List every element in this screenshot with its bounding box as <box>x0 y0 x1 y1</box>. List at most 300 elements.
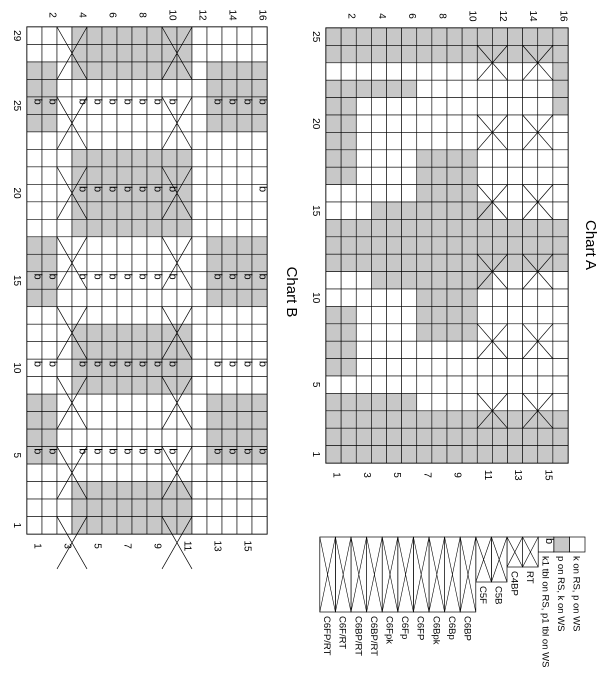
chart-a-cell <box>447 115 462 132</box>
chart-a-cell <box>371 28 386 45</box>
chart-a-cell <box>447 28 462 45</box>
chart-b-cell <box>117 79 132 96</box>
chart-b-cell <box>57 307 72 324</box>
chart-b-cell <box>162 342 177 359</box>
chart-a-cell <box>462 376 477 393</box>
chart-a-cell <box>508 428 523 445</box>
chart-b-cell <box>252 149 267 166</box>
chart-a-cell <box>326 254 341 271</box>
chart-a-cell <box>538 289 553 306</box>
chart-b-cell <box>222 324 237 341</box>
chart-b-cell <box>42 342 57 359</box>
chart-b-cell <box>207 79 222 96</box>
chart-b-tbl-symbol: b <box>166 98 179 105</box>
chart-b-cell <box>87 307 102 324</box>
chart-a-cell <box>417 324 432 341</box>
chart-b-cell <box>132 44 147 61</box>
chart-b-cell <box>57 219 72 236</box>
chart-b-cell <box>207 254 222 271</box>
chart-b-cell <box>117 27 132 44</box>
chart-a-cell <box>326 272 341 289</box>
chart-a-cell <box>523 167 538 184</box>
chart-a-cell <box>447 202 462 219</box>
chart-b-cell <box>42 482 57 499</box>
chart-b-cell <box>207 237 222 254</box>
chart-a-cell <box>432 254 447 271</box>
chart-a-cell <box>447 185 462 202</box>
chart-b-tbl-symbol: b <box>31 273 44 280</box>
chart-a-cell <box>462 359 477 376</box>
chart-a-cell <box>371 393 386 410</box>
chart-a-cell <box>387 306 402 323</box>
chart-b-cell <box>252 324 267 341</box>
chart-b-cell <box>192 79 207 96</box>
chart-a-cell <box>326 219 341 236</box>
chart-b-tbl-symbol: b <box>106 98 119 105</box>
chart-b-cell <box>102 342 117 359</box>
chart-a-cell <box>447 167 462 184</box>
chart-b-cell <box>87 394 102 411</box>
legend-label: C6BP <box>461 616 473 641</box>
chart-b-cell <box>57 254 72 271</box>
chart-a-cell <box>417 150 432 167</box>
chart-a-cell <box>371 324 386 341</box>
chart-b-cell <box>237 27 252 44</box>
chart-a-cell <box>553 45 568 62</box>
chart-a-cell <box>417 63 432 80</box>
chart-a-cell <box>387 237 402 254</box>
chart-a-cell <box>508 393 523 410</box>
legend-label: C6BP/RT <box>352 616 364 656</box>
chart-a-cell <box>432 28 447 45</box>
chart-a-cell <box>553 359 568 376</box>
chart-a-cell <box>371 132 386 149</box>
chart-b-col-label: 2 <box>46 12 58 18</box>
chart-b-cell <box>27 412 42 429</box>
chart-b-tbl-symbol: b <box>151 273 164 280</box>
chart-b-cell <box>207 167 222 184</box>
chart-b-cell <box>222 482 237 499</box>
chart-b-cell <box>177 342 192 359</box>
chart-b-col-label: 12 <box>196 9 208 21</box>
chart-b-cell <box>237 237 252 254</box>
chart-b-tbl-symbol: b <box>256 360 269 367</box>
chart-b-cell <box>132 499 147 516</box>
chart-b-cell <box>177 429 192 446</box>
chart-a-cell <box>402 411 417 428</box>
chart-b-cell <box>192 149 207 166</box>
chart-b-cell <box>177 114 192 131</box>
chart-a-cell <box>356 376 371 393</box>
chart-a-cell <box>523 446 538 463</box>
chart-b-cell <box>132 149 147 166</box>
chart-a-cell <box>341 237 356 254</box>
chart-a-cell <box>538 98 553 115</box>
chart-b-cell <box>192 44 207 61</box>
chart-a-cell <box>553 80 568 97</box>
chart-b-cell <box>72 219 87 236</box>
chart-b-cell <box>27 307 42 324</box>
chart-a-cell <box>387 167 402 184</box>
chart-a-cell <box>402 306 417 323</box>
chart-b-cell <box>117 377 132 394</box>
chart-a-cell <box>371 80 386 97</box>
chart-b-tbl-symbol: b <box>121 448 134 455</box>
chart-b-cell <box>117 307 132 324</box>
chart-b-tbl-symbol: b <box>121 186 134 193</box>
chart-b-tbl-symbol: b <box>31 360 44 367</box>
chart-b-cell <box>147 44 162 61</box>
chart-a-cell <box>553 185 568 202</box>
chart-b-tbl-symbol: b <box>166 273 179 280</box>
chart-b-cell <box>207 394 222 411</box>
chart-a-cell <box>356 202 371 219</box>
chart-a-cell <box>326 446 341 463</box>
chart-b-cell <box>57 429 72 446</box>
chart-a-cell <box>417 98 432 115</box>
chart-b-cell <box>72 132 87 149</box>
chart-b-cell <box>147 324 162 341</box>
chart-b-row-label: 7 <box>121 543 133 549</box>
chart-a-cell <box>341 411 356 428</box>
chart-b-title: Chart B <box>283 266 300 318</box>
chart-a-cell <box>371 219 386 236</box>
chart-a-cell <box>538 28 553 45</box>
chart-a-row-label: 5 <box>391 472 403 478</box>
chart-b-cell <box>207 429 222 446</box>
chart-b-cell <box>252 342 267 359</box>
chart-a-cell <box>341 289 356 306</box>
chart-b-cell <box>252 62 267 79</box>
chart-b-cell <box>117 499 132 516</box>
chart-b-cell <box>87 167 102 184</box>
chart-b-cell <box>102 149 117 166</box>
chart-b-cell <box>72 429 87 446</box>
chart-b-tbl-symbol: b <box>226 273 239 280</box>
chart-b-cell <box>237 114 252 131</box>
chart-b-tbl-symbol: b <box>211 360 224 367</box>
chart-b-tbl-symbol: b <box>106 273 119 280</box>
chart-b-cell <box>117 517 132 534</box>
chart-b-cell <box>117 342 132 359</box>
chart-b-cell <box>192 359 207 376</box>
chart-b-cell <box>42 114 57 131</box>
chart-b-tbl-symbol: b <box>226 360 239 367</box>
chart-b-cell <box>27 167 42 184</box>
chart-b-cell <box>27 254 42 271</box>
chart-a-cell <box>341 306 356 323</box>
chart-a-cell <box>356 306 371 323</box>
chart-a-cell <box>341 359 356 376</box>
chart-b-tbl-symbol: b <box>136 360 149 367</box>
chart-b-cell <box>57 149 72 166</box>
chart-b-cell <box>27 202 42 219</box>
chart-b-cell <box>42 44 57 61</box>
chart-b-cell <box>117 167 132 184</box>
chart-a-cell <box>402 393 417 410</box>
chart-b-cell <box>162 324 177 341</box>
chart-a-row-number: 1 <box>310 451 321 458</box>
chart-a-cell <box>326 98 341 115</box>
chart-a-cell <box>402 341 417 358</box>
chart-a-cell <box>492 428 507 445</box>
chart-b-cell <box>57 482 72 499</box>
chart-a-col-label: 8 <box>436 13 448 19</box>
chart-a-cell <box>432 150 447 167</box>
chart-b-cell <box>87 324 102 341</box>
chart-b-cell <box>177 132 192 149</box>
chart-b-cell <box>42 464 57 481</box>
chart-a-cell <box>492 150 507 167</box>
chart-b-cell <box>222 149 237 166</box>
chart-b-cell <box>222 429 237 446</box>
legend-label: C6FP/RT <box>321 616 333 656</box>
chart-b-cell <box>252 307 267 324</box>
chart-a-cell <box>341 341 356 358</box>
chart-b-cell <box>72 482 87 499</box>
chart-b-cell <box>57 237 72 254</box>
chart-a-cell <box>371 272 386 289</box>
chart-b-cell <box>42 517 57 534</box>
chart-b-cell <box>177 27 192 44</box>
chart-b-cell <box>132 114 147 131</box>
chart-a-cell <box>417 185 432 202</box>
chart-b-cell <box>102 412 117 429</box>
chart-b-cell <box>162 62 177 79</box>
chart-b-tbl-symbol: b <box>46 98 59 105</box>
chart-b-cell <box>72 44 87 61</box>
chart-b-cell <box>87 27 102 44</box>
chart-b-cell <box>147 167 162 184</box>
chart-a-row-label: 13 <box>512 469 524 481</box>
chart-b-cell <box>102 254 117 271</box>
chart-a-cell <box>447 219 462 236</box>
chart-a-cell <box>432 219 447 236</box>
chart-b-cell <box>27 79 42 96</box>
chart-b-cell <box>162 499 177 516</box>
chart-a-cell <box>326 185 341 202</box>
chart-b-tbl-symbol: b <box>91 98 104 105</box>
chart-a-cell <box>387 28 402 45</box>
chart-a-cell <box>553 98 568 115</box>
chart-b-cell <box>147 254 162 271</box>
chart-b-cell <box>102 429 117 446</box>
chart-b-cell <box>252 219 267 236</box>
chart-a-cell <box>508 446 523 463</box>
chart-b-cell <box>237 412 252 429</box>
chart-a-cell <box>387 80 402 97</box>
chart-b-cell <box>207 517 222 534</box>
chart-b-cell <box>162 377 177 394</box>
chart-b-cell <box>222 394 237 411</box>
chart-b-cell <box>87 377 102 394</box>
chart-b-cell <box>87 149 102 166</box>
chart-b-row-number: 15 <box>11 274 22 287</box>
chart-b-cell <box>27 482 42 499</box>
chart-b-cell <box>237 132 252 149</box>
chart-a-cell <box>477 289 492 306</box>
chart-b-cell <box>27 219 42 236</box>
chart-b-cell <box>192 517 207 534</box>
chart-b-cell <box>162 149 177 166</box>
chart-a-cell <box>402 80 417 97</box>
chart-a-cell <box>477 446 492 463</box>
chart-a-cell <box>432 45 447 62</box>
chart-a-cell <box>417 289 432 306</box>
chart-b-cell <box>72 307 87 324</box>
chart-b-cell <box>177 324 192 341</box>
chart-b-cell <box>57 79 72 96</box>
chart-a-cell <box>508 237 523 254</box>
chart-b-cell <box>72 254 87 271</box>
chart-b-cell <box>132 517 147 534</box>
chart-a-cell <box>356 98 371 115</box>
chart-b-cell <box>72 377 87 394</box>
chart-a-cell <box>492 219 507 236</box>
chart-a-cell <box>447 428 462 445</box>
chart-a-cell <box>553 132 568 149</box>
chart-b-cell <box>237 342 252 359</box>
chart-b-col-label: 4 <box>76 12 88 18</box>
chart-b-cell <box>237 202 252 219</box>
chart-b-cell <box>72 499 87 516</box>
chart-a-col-label: 10 <box>466 10 478 22</box>
chart-a-col-label: 2 <box>345 13 357 19</box>
chart-b-cell <box>57 62 72 79</box>
chart-b-cell <box>42 289 57 306</box>
chart-b-cell <box>72 394 87 411</box>
chart-a-cell <box>523 376 538 393</box>
chart-b-cell <box>177 499 192 516</box>
chart-b-cell <box>42 219 57 236</box>
chart-a-cell <box>508 28 523 45</box>
chart-a-cell <box>341 272 356 289</box>
chart-b-cell <box>207 324 222 341</box>
chart-b-tbl-symbol: b <box>241 98 254 105</box>
chart-a-cell <box>387 428 402 445</box>
chart-b-cell <box>132 254 147 271</box>
chart-a-cell <box>387 63 402 80</box>
chart-a-cell <box>477 98 492 115</box>
chart-a-cell <box>371 98 386 115</box>
chart-a-cell <box>326 28 341 45</box>
chart-b-cell <box>177 517 192 534</box>
chart-b-cell <box>42 62 57 79</box>
chart-a-cell <box>538 219 553 236</box>
chart-a-cell <box>417 376 432 393</box>
chart-b-cell <box>207 499 222 516</box>
chart-b-cell <box>192 27 207 44</box>
chart-b-cell <box>87 114 102 131</box>
chart-b-cell <box>147 482 162 499</box>
chart-a-cell <box>402 289 417 306</box>
chart-b-cell <box>42 202 57 219</box>
chart-a-row-label: 15 <box>542 469 554 481</box>
chart-a-cell <box>523 289 538 306</box>
chart-b-tbl-symbol: b <box>136 186 149 193</box>
chart-b-cell <box>177 44 192 61</box>
chart-a-col-label: 6 <box>406 13 418 19</box>
chart-a-cell <box>356 45 371 62</box>
chart-b-row-label: 9 <box>151 543 163 549</box>
chart-a-cell <box>553 219 568 236</box>
chart-a-cell <box>402 28 417 45</box>
chart-a-cell <box>356 324 371 341</box>
legend-label: C4BP <box>508 571 520 596</box>
chart-b-cell <box>192 97 207 114</box>
chart-b-cell <box>222 464 237 481</box>
chart-a-cell <box>447 376 462 393</box>
chart-a-cell <box>447 150 462 167</box>
chart-a-row-label: 9 <box>451 472 463 478</box>
chart-a-cell <box>447 132 462 149</box>
chart-a-cell <box>402 132 417 149</box>
chart-b-cell <box>222 377 237 394</box>
chart-b-cell <box>192 429 207 446</box>
chart-a-cell <box>447 411 462 428</box>
chart-b-cell <box>42 149 57 166</box>
chart-b-cell <box>117 202 132 219</box>
chart-b-cell <box>252 202 267 219</box>
chart-b-cell <box>117 289 132 306</box>
chart-b-cell <box>162 79 177 96</box>
chart-b-cell <box>57 394 72 411</box>
chart-b-cell <box>72 79 87 96</box>
legend-label: C6Bp <box>445 616 457 640</box>
chart-a-cell <box>447 80 462 97</box>
chart-a-cell <box>371 411 386 428</box>
chart-a-cell <box>326 150 341 167</box>
chart-b-cell <box>102 289 117 306</box>
chart-b-cell <box>132 429 147 446</box>
chart-b-cell <box>252 499 267 516</box>
chart-a-cell <box>356 132 371 149</box>
chart-b-cell <box>102 219 117 236</box>
chart-a-cell <box>356 28 371 45</box>
chart-b-cell <box>132 377 147 394</box>
chart-a-cell <box>371 115 386 132</box>
chart-b-cell <box>132 482 147 499</box>
chart-b-cell <box>72 412 87 429</box>
chart-b-tbl-symbol: b <box>151 186 164 193</box>
chart-b-cell <box>237 62 252 79</box>
chart-b-cell <box>87 517 102 534</box>
chart-b-cell <box>102 499 117 516</box>
chart-b-cell <box>57 44 72 61</box>
chart-b-col-label: 10 <box>166 9 178 21</box>
chart-a-cell <box>356 219 371 236</box>
chart-b-cell <box>57 324 72 341</box>
chart-b-cell <box>87 289 102 306</box>
chart-a-cell <box>402 324 417 341</box>
chart-b-cell <box>252 482 267 499</box>
chart-b-cell <box>162 289 177 306</box>
chart-b-tbl-symbol: b <box>91 186 104 193</box>
chart-a-cell <box>402 219 417 236</box>
chart-a-cell <box>387 202 402 219</box>
chart-a-cell <box>417 254 432 271</box>
chart-a-cell <box>508 359 523 376</box>
chart-b-cell <box>72 167 87 184</box>
chart-a-cell <box>553 115 568 132</box>
chart-b-cell <box>132 79 147 96</box>
chart-a-cell <box>387 132 402 149</box>
chart-b-cell <box>72 324 87 341</box>
chart-b-cell <box>57 114 72 131</box>
chart-a-cell <box>462 63 477 80</box>
chart-a-cell <box>387 359 402 376</box>
chart-b-col-label: 6 <box>106 12 118 18</box>
